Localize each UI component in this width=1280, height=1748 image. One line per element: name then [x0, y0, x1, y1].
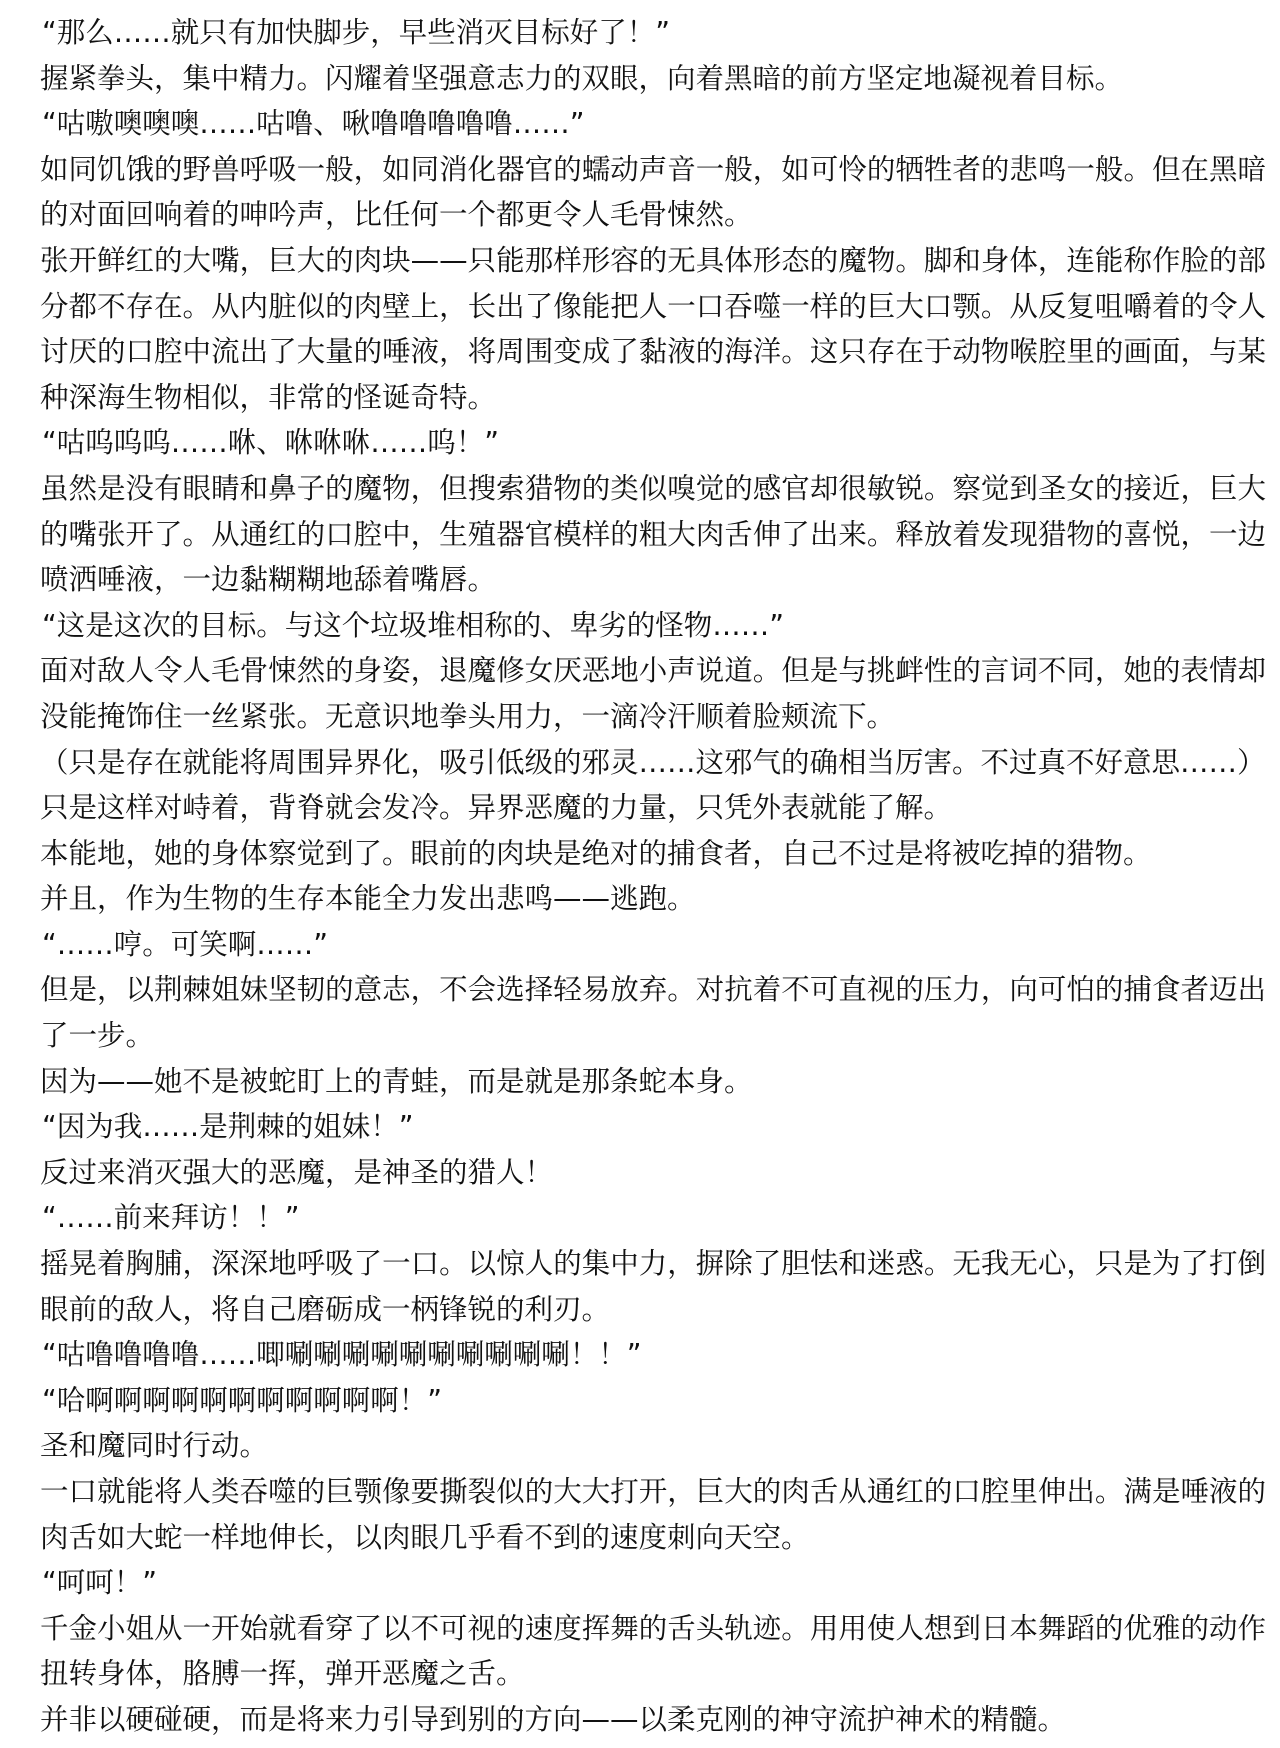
narration-paragraph: 并非以硬碰硬，而是将来力引导到别的方向——以柔克刚的神守流护神术的精髓。 [40, 1702, 1067, 1736]
narration-paragraph: 张开鲜红的大嘴，巨大的肉块——只能那样形容的无具体形态的魔物。脚和身体，连能称作脸的部分都不存在。从内脏似的肉壁上，长出了像能把人一口吞噬一样的巨大口颚。从反复咀嚼着的令人讨厌的口腔中流出了大量的唾液，将周围变成了黏液的海洋。这只存在于动物喉腔里的画面，与某种深海生物相似，非常的怪诞奇特。 [40, 243, 1266, 414]
dialogue-line: “这是这次的目标。与这个垃圾堆相称的、卑劣的怪物……” [42, 608, 785, 642]
dialogue-line: “……哼。可笑啊……” [42, 927, 329, 961]
narration-paragraph: 一口就能将人类吞噬的巨颚像要撕裂似的大大打开，巨大的肉舌从通红的口腔里伸出。满是唾液的肉舌如大蛇一样地伸长，以肉眼几乎看不到的速度刺向天空。 [40, 1475, 1266, 1554]
narration-paragraph: 如同饥饿的野兽呼吸一般，如同消化器官的蠕动声音一般，如可怜的牺牲者的悲鸣一般。但在黑暗的对面回响着的呻吟声，比任何一个都更令人毛骨悚然。 [40, 152, 1266, 232]
narration-paragraph: 但是，以荆棘姐妹坚韧的意志，不会选择轻易放弃。对抗着不可直视的压力，向可怕的捕食者迈出了一步。 [40, 973, 1266, 1053]
narration-paragraph: 反过来消灭强大的恶魔，是神圣的猎人！ [40, 1155, 554, 1189]
narration-paragraph: 摇晃着胸脯，深深地呼吸了一口。以惊人的集中力，摒除了胆怯和迷惑。无我无心，只是为了打倒眼前的敌人，将自己磨砺成一柄锋锐的利刃。 [40, 1247, 1266, 1326]
narration-paragraph: 圣和魔同时行动。 [40, 1429, 269, 1463]
dialogue-line: “哈啊啊啊啊啊啊啊啊啊啊啊！” [42, 1383, 443, 1417]
narration-paragraph: 只是这样对峙着，背脊就会发冷。异界恶魔的力量，只凭外表就能了解。 [40, 791, 953, 825]
inner-thought-line: （只是存在就能将周围异界化，吸引低级的邪灵……这邪气的确相当厉害。不过真不好意思……） [40, 745, 1266, 779]
narration-paragraph: 面对敌人令人毛骨悚然的身姿，退魔修女厌恶地小声说道。但是与挑衅性的言词不同，她的表情却没能掩饰住一丝紧张。无意识地拳头用力，一滴冷汗顺着脸颊流下。 [40, 654, 1266, 733]
dialogue-line: “咕嗷噢噢噢……咕噜、啾噜噜噜噜噜……” [42, 107, 585, 141]
narration-paragraph: 并且，作为生物的生存本能全力发出悲鸣——逃跑。 [40, 882, 696, 916]
dialogue-line: “……前来拜访！！” [42, 1201, 300, 1235]
dialogue-line: “呵呵！” [42, 1566, 158, 1600]
dialogue-line: “因为我……是荆棘的姐妹！” [42, 1110, 414, 1144]
dialogue-line: “咕呜呜呜……咻、咻咻咻……呜！” [42, 426, 500, 460]
dialogue-line: “咕噜噜噜噜……唧唰唰唰唰唰唰唰唰唰唰！！” [42, 1338, 642, 1372]
narration-paragraph: 千金小姐从一开始就看穿了以不可视的速度挥舞的舌头轨迹。用用使人想到日本舞蹈的优雅的动作扭转身体，胳膊一挥，弹开恶魔之舌。 [40, 1611, 1266, 1691]
narration-paragraph: 本能地，她的身体察觉到了。眼前的肉块是绝对的捕食者，自己不过是将被吃掉的猎物。 [40, 836, 1152, 870]
narration-paragraph: 因为——她不是被蛇盯上的青蛙，而是就是那条蛇本身。 [40, 1064, 753, 1098]
narration-paragraph: 握紧拳头，集中精力。闪耀着坚强意志力的双眼，向着黑暗的前方坚定地凝视着目标。 [40, 61, 1124, 95]
narration-paragraph: 虽然是没有眼睛和鼻子的魔物，但搜索猎物的类似嗅觉的感官却很敏锐。察觉到圣女的接近，巨大的嘴张开了。从通红的口腔中，生殖器官模样的粗大肉舌伸了出来。释放着发现猎物的喜悦，一边喷洒唾液，一边黏糊糊地舔着嘴唇。 [40, 471, 1266, 597]
dialogue-line: “那么……就只有加快脚步，早些消灭目标好了！” [42, 16, 671, 49]
